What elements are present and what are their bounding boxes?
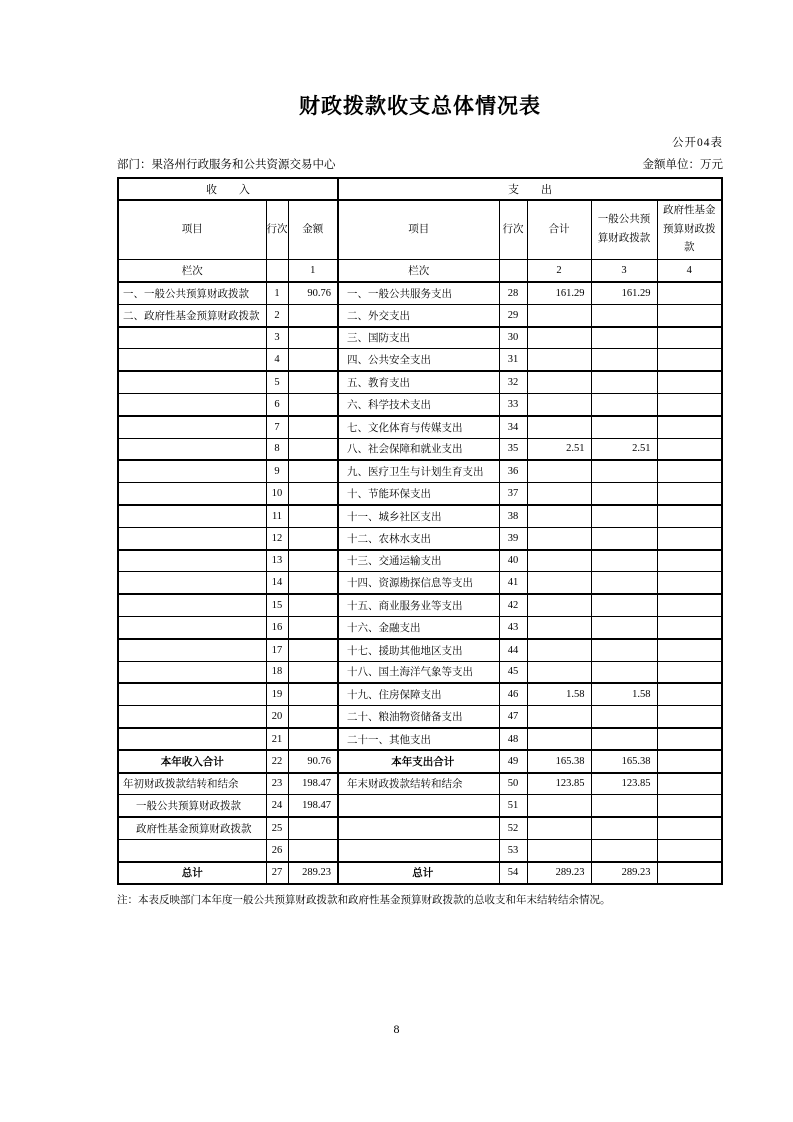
income-amount-cell: [288, 572, 338, 594]
expenditure-line-header: 行次: [499, 200, 527, 260]
expenditure-general-budget-cell: [591, 616, 657, 638]
expenditure-total-cell: 289.23: [527, 862, 591, 884]
income-item-cell: 本年收入合计: [118, 750, 266, 772]
expenditure-line-cell: 41: [499, 572, 527, 594]
expenditure-total-cell: [527, 460, 591, 482]
income-amount-cell: [288, 683, 338, 705]
income-item-cell: [118, 505, 266, 527]
expenditure-general-budget-cell: [591, 728, 657, 750]
table-row: [118, 594, 722, 616]
income-item-cell: [118, 572, 266, 594]
expenditure-line-cell: 38: [499, 505, 527, 527]
income-line-cell: 6: [266, 393, 288, 415]
income-item-cell: [118, 416, 266, 438]
expenditure-fund-budget-cell: [657, 728, 722, 750]
table-row: [118, 371, 722, 393]
expenditure-line-cell: 50: [499, 773, 527, 795]
table-row: [118, 572, 722, 594]
income-line-cell: 16: [266, 616, 288, 638]
table-row: [118, 750, 722, 772]
income-item-cell: [118, 371, 266, 393]
expenditure-general-budget-cell: [591, 527, 657, 549]
expenditure-total-cell: [527, 661, 591, 683]
expenditure-general-budget-cell: [591, 550, 657, 572]
expenditure-line-colnum: [499, 260, 527, 283]
expenditure-general-budget-cell: [591, 393, 657, 415]
fund-budget-header: 政府性基金预算财政拨款: [657, 200, 722, 260]
page-number: 8: [393, 1022, 400, 1036]
expenditure-item-cell: 十九、住房保障支出: [338, 683, 499, 705]
expenditure-total-cell: [527, 706, 591, 728]
expenditure-general-budget-cell: [591, 349, 657, 371]
table-row: [118, 483, 722, 505]
expenditure-total-cell: [527, 594, 591, 616]
income-amount-cell: [288, 661, 338, 683]
fiscal-appropriation-table: [117, 177, 723, 885]
expenditure-line-cell: 28: [499, 282, 527, 304]
income-item-cell: [118, 393, 266, 415]
income-amount-cell: 198.47: [288, 795, 338, 817]
table-row: [118, 327, 722, 349]
expenditure-fund-budget-cell: [657, 460, 722, 482]
table-row: [118, 393, 722, 415]
income-item-cell: [118, 483, 266, 505]
general-budget-header: 一般公共预算财政拨款: [591, 200, 657, 260]
income-amount-cell: [288, 616, 338, 638]
expenditure-fund-budget-cell: [657, 616, 722, 638]
expenditure-line-cell: 42: [499, 594, 527, 616]
income-amount-cell: [288, 327, 338, 349]
expenditure-fund-budget-cell: [657, 527, 722, 549]
income-item-cell: [118, 349, 266, 371]
expenditure-general-budget-cell: [591, 483, 657, 505]
expenditure-fund-budget-cell: [657, 750, 722, 772]
expenditure-total-cell: [527, 393, 591, 415]
table-row: [118, 282, 722, 304]
expenditure-general-budget-cell: [591, 304, 657, 326]
income-amount-cell: [288, 527, 338, 549]
expenditure-total-cell: 161.29: [527, 282, 591, 304]
table-row: [118, 839, 722, 861]
expenditure-item-cell: 总计: [338, 862, 499, 884]
income-amount-cell: [288, 483, 338, 505]
expenditure-general-budget-cell: 165.38: [591, 750, 657, 772]
income-item-cell: [118, 550, 266, 572]
income-line-cell: 14: [266, 572, 288, 594]
expenditure-general-budget-cell: 161.29: [591, 282, 657, 304]
expenditure-fund-budget-cell: [657, 572, 722, 594]
expenditure-item-cell: 十三、交通运输支出: [338, 550, 499, 572]
expenditure-line-cell: 40: [499, 550, 527, 572]
income-line-cell: 2: [266, 304, 288, 326]
expenditure-item-cell: [338, 817, 499, 839]
income-amount-cell: [288, 639, 338, 661]
section-header-row: [118, 178, 722, 200]
income-item-header: 项目: [118, 200, 266, 260]
expenditure-general-budget-cell: 1.58: [591, 683, 657, 705]
income-line-cell: 3: [266, 327, 288, 349]
income-line-cell: 20: [266, 706, 288, 728]
expenditure-fund-budget-cell: [657, 661, 722, 683]
table-body: [118, 282, 722, 884]
column-number-row: [118, 260, 722, 283]
expenditure-line-cell: 29: [499, 304, 527, 326]
fund-budget-colnum: 4: [657, 260, 722, 283]
income-amount-cell: 90.76: [288, 282, 338, 304]
table-row: [118, 862, 722, 884]
expenditure-fund-budget-cell: [657, 817, 722, 839]
income-line-cell: 23: [266, 773, 288, 795]
expenditure-fund-budget-cell: [657, 862, 722, 884]
income-line-cell: 25: [266, 817, 288, 839]
expenditure-line-cell: 30: [499, 327, 527, 349]
expenditure-general-budget-cell: [591, 416, 657, 438]
page-title: 财政拨款收支总体情况表: [299, 94, 541, 118]
expenditure-general-budget-cell: [591, 706, 657, 728]
expenditure-total-header: 合计: [527, 200, 591, 260]
expenditure-line-cell: 39: [499, 527, 527, 549]
income-amount-cell: [288, 505, 338, 527]
income-item-cell: 政府性基金预算财政拨款: [118, 817, 266, 839]
expenditure-item-cell: 年末财政拨款结转和结余: [338, 773, 499, 795]
income-amount-cell: [288, 460, 338, 482]
expenditure-line-cell: 32: [499, 371, 527, 393]
expenditure-line-cell: 35: [499, 438, 527, 460]
expenditure-total-cell: [527, 505, 591, 527]
expenditure-item-cell: 一、一般公共服务支出: [338, 282, 499, 304]
income-amount-cell: [288, 817, 338, 839]
expenditure-general-budget-cell: [591, 505, 657, 527]
expenditure-item-cell: 十二、农林水支出: [338, 527, 499, 549]
income-line-cell: 22: [266, 750, 288, 772]
expenditure-line-cell: 43: [499, 616, 527, 638]
expenditure-line-cell: 45: [499, 661, 527, 683]
expenditure-fund-budget-cell: [657, 639, 722, 661]
expenditure-general-budget-cell: 2.51: [591, 438, 657, 460]
table-row: [118, 728, 722, 750]
expenditure-item-cell: 本年支出合计: [338, 750, 499, 772]
expenditure-item-cell: 十七、援助其他地区支出: [338, 639, 499, 661]
income-amount-cell: [288, 416, 338, 438]
income-amount-cell: [288, 706, 338, 728]
table-row: [118, 639, 722, 661]
table-row: [118, 438, 722, 460]
expenditure-item-cell: 十四、资源勘探信息等支出: [338, 572, 499, 594]
expenditure-fund-budget-cell: [657, 371, 722, 393]
expenditure-general-budget-cell: [591, 594, 657, 616]
expenditure-item-cell: 七、文化体育与传媒支出: [338, 416, 499, 438]
expenditure-line-cell: 48: [499, 728, 527, 750]
expenditure-general-budget-cell: [591, 839, 657, 861]
expenditure-total-cell: [527, 304, 591, 326]
expenditure-item-cell: [338, 795, 499, 817]
expenditure-fund-budget-cell: [657, 304, 722, 326]
expenditure-section-header: 支 出: [338, 178, 722, 200]
income-line-cell: 15: [266, 594, 288, 616]
expenditure-total-cell: [527, 839, 591, 861]
expenditure-general-budget-cell: 289.23: [591, 862, 657, 884]
expenditure-item-cell: 十、节能环保支出: [338, 483, 499, 505]
table-row: [118, 795, 722, 817]
expenditure-line-cell: 54: [499, 862, 527, 884]
expenditure-item-cell: 二、外交支出: [338, 304, 499, 326]
table-row: [118, 616, 722, 638]
table-row: [118, 304, 722, 326]
expenditure-general-budget-cell: [591, 371, 657, 393]
income-amount-cell: [288, 839, 338, 861]
expenditure-fund-budget-cell: [657, 416, 722, 438]
expenditure-line-cell: 49: [499, 750, 527, 772]
expenditure-item-cell: 十八、国土海洋气象等支出: [338, 661, 499, 683]
income-item-cell: 年初财政拨款结转和结余: [118, 773, 266, 795]
expenditure-fund-budget-cell: [657, 773, 722, 795]
expenditure-line-cell: 47: [499, 706, 527, 728]
expenditure-fund-budget-cell: [657, 438, 722, 460]
expenditure-line-cell: 53: [499, 839, 527, 861]
expenditure-item-cell: 三、国防支出: [338, 327, 499, 349]
income-amount-cell: [288, 438, 338, 460]
expenditure-total-cell: 123.85: [527, 773, 591, 795]
expenditure-total-cell: 2.51: [527, 438, 591, 460]
income-item-cell: 一、一般公共预算财政拨款: [118, 282, 266, 304]
income-amount-cell: [288, 349, 338, 371]
expenditure-general-budget-cell: [591, 460, 657, 482]
income-item-cell: [118, 527, 266, 549]
income-line-cell: 5: [266, 371, 288, 393]
table-row: [118, 349, 722, 371]
expenditure-general-budget-cell: [591, 661, 657, 683]
table-row: [118, 550, 722, 572]
meta-line: [117, 156, 723, 172]
expenditure-item-cell: 八、社会保障和就业支出: [338, 438, 499, 460]
expenditure-line-cell: 36: [499, 460, 527, 482]
expenditure-line-cell: 34: [499, 416, 527, 438]
income-colnum-label: 栏次: [118, 260, 266, 283]
expenditure-item-cell: 十一、城乡社区支出: [338, 505, 499, 527]
expenditure-line-cell: 44: [499, 639, 527, 661]
income-line-cell: 9: [266, 460, 288, 482]
expenditure-item-cell: 二十一、其他支出: [338, 728, 499, 750]
income-line-cell: 10: [266, 483, 288, 505]
expenditure-item-cell: 二十、粮油物资储备支出: [338, 706, 499, 728]
income-item-cell: [118, 706, 266, 728]
income-item-cell: [118, 728, 266, 750]
expenditure-item-cell: 九、医疗卫生与计划生育支出: [338, 460, 499, 482]
income-line-cell: 1: [266, 282, 288, 304]
income-item-cell: 一般公共预算财政拨款: [118, 795, 266, 817]
income-line-colnum: [266, 260, 288, 283]
expenditure-fund-budget-cell: [657, 683, 722, 705]
column-header-row: [118, 200, 722, 260]
income-amount-header: 金额: [288, 200, 338, 260]
expenditure-general-budget-cell: [591, 817, 657, 839]
expenditure-item-cell: 十五、商业服务业等支出: [338, 594, 499, 616]
expenditure-item-cell: [338, 839, 499, 861]
income-line-cell: 27: [266, 862, 288, 884]
income-item-cell: [118, 639, 266, 661]
income-section-header: 收 入: [118, 178, 338, 200]
expenditure-fund-budget-cell: [657, 505, 722, 527]
income-item-cell: [118, 661, 266, 683]
expenditure-line-cell: 37: [499, 483, 527, 505]
income-amount-cell: [288, 594, 338, 616]
income-amount-cell: [288, 393, 338, 415]
expenditure-general-budget-cell: [591, 639, 657, 661]
income-line-cell: 7: [266, 416, 288, 438]
expenditure-total-cell: 165.38: [527, 750, 591, 772]
table-row: [118, 817, 722, 839]
income-item-cell: 总计: [118, 862, 266, 884]
expenditure-line-cell: 51: [499, 795, 527, 817]
income-line-cell: 21: [266, 728, 288, 750]
expenditure-total-cell: [527, 639, 591, 661]
income-line-cell: 8: [266, 438, 288, 460]
expenditure-total-cell: [527, 550, 591, 572]
department-label: 部门：果洛州行政服务和公共资源交易中心: [117, 159, 336, 171]
income-line-cell: 11: [266, 505, 288, 527]
expenditure-item-cell: 十六、金融支出: [338, 616, 499, 638]
expenditure-fund-budget-cell: [657, 706, 722, 728]
table-note: 注：本表反映部门本年度一般公共预算财政拨款和政府性基金预算财政拨款的总收支和年末结转结余情况。: [117, 895, 611, 906]
expenditure-total-cell: [527, 349, 591, 371]
income-amount-cell: 90.76: [288, 750, 338, 772]
expenditure-item-cell: 六、科学技术支出: [338, 393, 499, 415]
expenditure-total-cell: [527, 371, 591, 393]
expenditure-line-cell: 46: [499, 683, 527, 705]
table-row: [118, 706, 722, 728]
income-item-cell: [118, 460, 266, 482]
expenditure-item-header: 项目: [338, 200, 499, 260]
income-line-cell: 17: [266, 639, 288, 661]
expenditure-total-cell: [527, 817, 591, 839]
expenditure-fund-budget-cell: [657, 795, 722, 817]
income-item-cell: [118, 594, 266, 616]
expenditure-line-cell: 31: [499, 349, 527, 371]
expenditure-fund-budget-cell: [657, 393, 722, 415]
income-amount-cell: 198.47: [288, 773, 338, 795]
expenditure-general-budget-cell: [591, 327, 657, 349]
income-line-cell: 18: [266, 661, 288, 683]
income-line-cell: 4: [266, 349, 288, 371]
expenditure-fund-budget-cell: [657, 349, 722, 371]
expenditure-fund-budget-cell: [657, 483, 722, 505]
income-item-cell: [118, 839, 266, 861]
income-line-cell: 13: [266, 550, 288, 572]
table-row: [118, 505, 722, 527]
table-row: [118, 661, 722, 683]
expenditure-total-cell: [527, 795, 591, 817]
expenditure-fund-budget-cell: [657, 839, 722, 861]
expenditure-total-cell: [527, 527, 591, 549]
income-amount-cell: 289.23: [288, 862, 338, 884]
table-row: [118, 527, 722, 549]
income-line-header: 行次: [266, 200, 288, 260]
expenditure-line-cell: 33: [499, 393, 527, 415]
unit-label: 金额单位：万元: [642, 159, 723, 171]
expenditure-total-cell: [527, 416, 591, 438]
expenditure-general-budget-cell: [591, 795, 657, 817]
expenditure-item-cell: 五、教育支出: [338, 371, 499, 393]
income-amount-colnum: 1: [288, 260, 338, 283]
expenditure-total-cell: [527, 327, 591, 349]
income-line-cell: 24: [266, 795, 288, 817]
table-row: [118, 683, 722, 705]
table-code: 公开04表: [672, 137, 723, 149]
table-row: [118, 773, 722, 795]
income-line-cell: 26: [266, 839, 288, 861]
expenditure-fund-budget-cell: [657, 282, 722, 304]
income-line-cell: 19: [266, 683, 288, 705]
expenditure-fund-budget-cell: [657, 594, 722, 616]
table-row: [118, 416, 722, 438]
income-item-cell: [118, 438, 266, 460]
expenditure-general-budget-cell: [591, 572, 657, 594]
expenditure-general-budget-cell: 123.85: [591, 773, 657, 795]
income-line-cell: 12: [266, 527, 288, 549]
income-item-cell: [118, 683, 266, 705]
income-item-cell: [118, 616, 266, 638]
income-item-cell: 二、政府性基金预算财政拨款: [118, 304, 266, 326]
expenditure-total-cell: [527, 572, 591, 594]
income-amount-cell: [288, 550, 338, 572]
expenditure-fund-budget-cell: [657, 550, 722, 572]
general-budget-colnum: 3: [591, 260, 657, 283]
expenditure-total-cell: [527, 616, 591, 638]
income-amount-cell: [288, 371, 338, 393]
income-item-cell: [118, 327, 266, 349]
expenditure-item-cell: 四、公共安全支出: [338, 349, 499, 371]
expenditure-total-cell: [527, 728, 591, 750]
table-row: [118, 460, 722, 482]
expenditure-fund-budget-cell: [657, 327, 722, 349]
income-amount-cell: [288, 728, 338, 750]
expenditure-total-cell: [527, 483, 591, 505]
expenditure-total-colnum: 2: [527, 260, 591, 283]
income-amount-cell: [288, 304, 338, 326]
expenditure-total-cell: 1.58: [527, 683, 591, 705]
expenditure-colnum-label: 栏次: [338, 260, 499, 283]
expenditure-line-cell: 52: [499, 817, 527, 839]
